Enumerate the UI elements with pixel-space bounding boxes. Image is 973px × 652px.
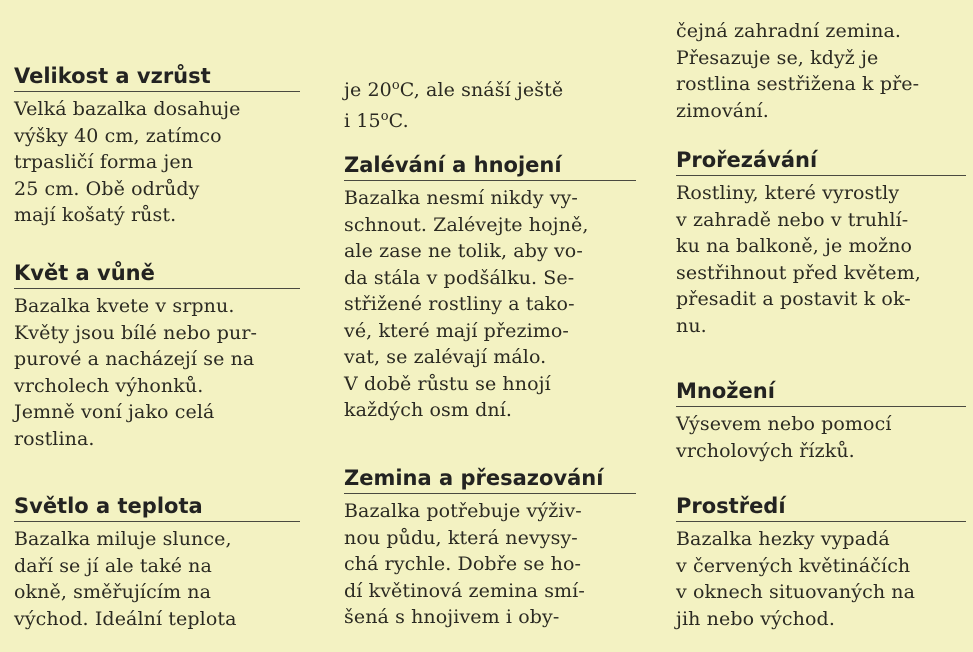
section-flower-scent — [14, 259, 300, 452]
text-line: ale zase ne tolik, aby vo- — [344, 240, 583, 262]
text-line: zimování. — [676, 99, 769, 122]
text-line: dí květinová zemina smí- — [344, 579, 585, 602]
text-line: schnout. Zalévejte hojně, — [344, 213, 589, 236]
section-heading: Zemina a přesazování — [344, 464, 636, 494]
section-environment — [676, 492, 966, 632]
text-line: mají košatý růst. — [14, 204, 177, 226]
text-line: střižené rostliny a tako- — [344, 293, 575, 315]
text-line: šená s hnojivem i oby- — [344, 606, 560, 628]
text-line: Velká bazalka dosahuje — [14, 98, 241, 120]
section-heading: Světlo a teplota — [14, 492, 300, 522]
text-line: 25 cm. Obě odrůdy — [14, 177, 200, 200]
text-line: purové a nacházejí se na — [14, 348, 255, 370]
text-line: okně, směřujícím na — [14, 581, 212, 603]
section-pruning — [676, 146, 966, 339]
text-line: v zahradě nebo v truhlí- — [676, 208, 909, 231]
section-watering-fertilizing — [344, 151, 636, 424]
text-line: rostlina sestřižena k pře- — [676, 73, 920, 95]
section-heading: Prostředí — [676, 492, 966, 522]
text-line: Bazalka potřebuje výživ- — [344, 500, 582, 522]
text-line: da stála v podšálku. Se- — [344, 266, 575, 289]
text-line: rostlina. — [14, 427, 95, 450]
section-propagation — [676, 377, 966, 464]
text-line: jih nebo východ. — [676, 607, 835, 630]
text-line: V době růstu se hnojí — [344, 372, 551, 395]
text-line: trpasličí forma jen — [14, 151, 194, 173]
section-light-temperature — [14, 492, 300, 632]
text-line: východ. Ideální teplota — [14, 607, 237, 630]
section-heading: Květ a vůně — [14, 259, 300, 289]
text-line: je 20$^o$C, ale snáší ještě — [344, 78, 564, 101]
text-line: výšky 40 cm, zatímco — [14, 124, 222, 147]
text-line: Bazalka kvete v srpnu. — [14, 295, 235, 317]
text-line: v oknech situovaných na — [676, 581, 916, 603]
continuation-text — [344, 73, 636, 134]
text-line: i 15$^o$C. — [344, 108, 409, 132]
text-line: Jemně voní jako celá — [14, 401, 215, 423]
section-heading: Prořezávání — [676, 146, 966, 176]
text-line: čejná zahradní zemina. — [676, 20, 902, 42]
text-line: v červených květináčích — [676, 554, 911, 577]
text-line: ku na balkoně, je možno — [676, 235, 913, 257]
continuation-text — [676, 18, 966, 124]
text-line: nou půdu, která nevysy- — [344, 526, 578, 549]
section-heading: Množení — [676, 377, 966, 407]
text-line: vrcholech výhonků. — [14, 374, 204, 397]
section-soil-repotting — [344, 464, 636, 631]
text-line: Bazalka hezky vypadá — [676, 528, 890, 550]
section-heading: Zalévání a hnojení — [344, 151, 636, 181]
text-line: vrcholových řízků. — [676, 439, 855, 462]
text-line: Bazalka nesmí nikdy vy- — [344, 187, 578, 209]
text-line: sestřihnout před květem, — [676, 261, 921, 284]
text-line: vat, se zalévají málo. — [344, 346, 547, 368]
text-line: daří se jí ale také na — [14, 554, 212, 577]
text-line: Výsevem nebo pomocí — [676, 413, 892, 435]
text-line: Květy jsou bílé nebo pur- — [14, 321, 258, 344]
text-line: Bazalka miluje slunce, — [14, 528, 232, 550]
section-heading: Velikost a vzrůst — [14, 62, 300, 92]
text-line: přesadit a postavit k ok- — [676, 288, 911, 310]
section-size-growth — [14, 62, 300, 229]
text-line: vé, které mají přezimo- — [344, 319, 569, 342]
text-line: nu. — [676, 314, 707, 337]
text-line: Rostliny, které vyrostly — [676, 182, 900, 204]
text-line: každých osm dní. — [344, 399, 513, 421]
text-line: Přesazuje se, když je — [676, 46, 879, 69]
text-line: chá rychle. Dobře se ho- — [344, 553, 582, 575]
